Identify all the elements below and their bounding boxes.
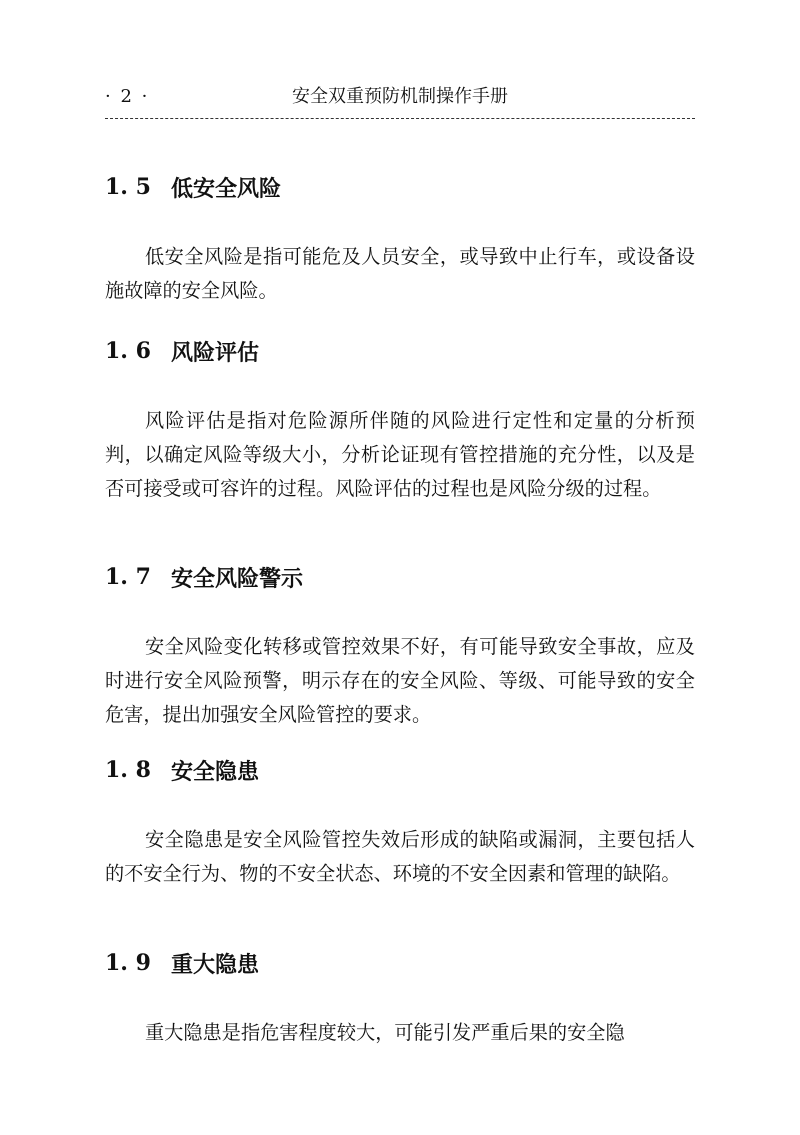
header-divider [105,118,695,119]
section-heading [105,331,695,371]
section-heading [105,750,695,790]
section-body: 安全隐患是安全风险管控失效后形成的缺陷或漏洞，主要包括人的不安全行为、物的不安全状态、环境的不安全因素和管理的缺陷。 [105,828,695,885]
section-number: 1. 7 [105,564,151,590]
section-number: 1. 9 [105,950,151,976]
page-number: · 2 · [105,86,150,107]
section-body: 低安全风险是指可能危及人员安全，或导致中止行车，或设备设施故障的安全风险。 [105,245,695,302]
section-title: 风险评估 [171,340,260,366]
section-number: 1. 8 [105,757,151,783]
section-body: 风险评估是指对危险源所伴随的风险进行定性和定量的分析预判，以确定风险等级大小，分析论证现有管控措施的充分性，以及是否可接受或可容许的过程。风险评估的过程也是风险分级的过程。 [105,409,695,500]
section-1-6 [105,331,695,506]
section-heading [105,943,695,983]
running-title: 安全双重预防机制操作手册 [292,86,508,107]
section-1-8 [105,750,695,891]
section-body: 重大隐患是指危害程度较大，可能引发严重后果的安全隐 [145,1021,625,1044]
section-body: 安全风险变化转移或管控效果不好，有可能导致安全事故，应及时进行安全风险预警，明示存在的安全风险、等级、可能导致的安全危害，提出加强安全风险管控的要求。 [105,635,695,726]
section-heading [105,557,695,597]
section-title: 安全风险警示 [171,566,304,592]
section-1-9 [105,943,695,1050]
section-1-5 [105,167,695,308]
section-title: 重大隐患 [171,952,260,978]
section-heading [105,167,695,207]
page-header [105,82,695,112]
section-number: 1. 5 [105,174,151,200]
section-title: 低安全风险 [171,176,282,202]
section-number: 1. 6 [105,338,151,364]
section-title: 安全隐患 [171,759,260,785]
section-1-7 [105,557,695,732]
